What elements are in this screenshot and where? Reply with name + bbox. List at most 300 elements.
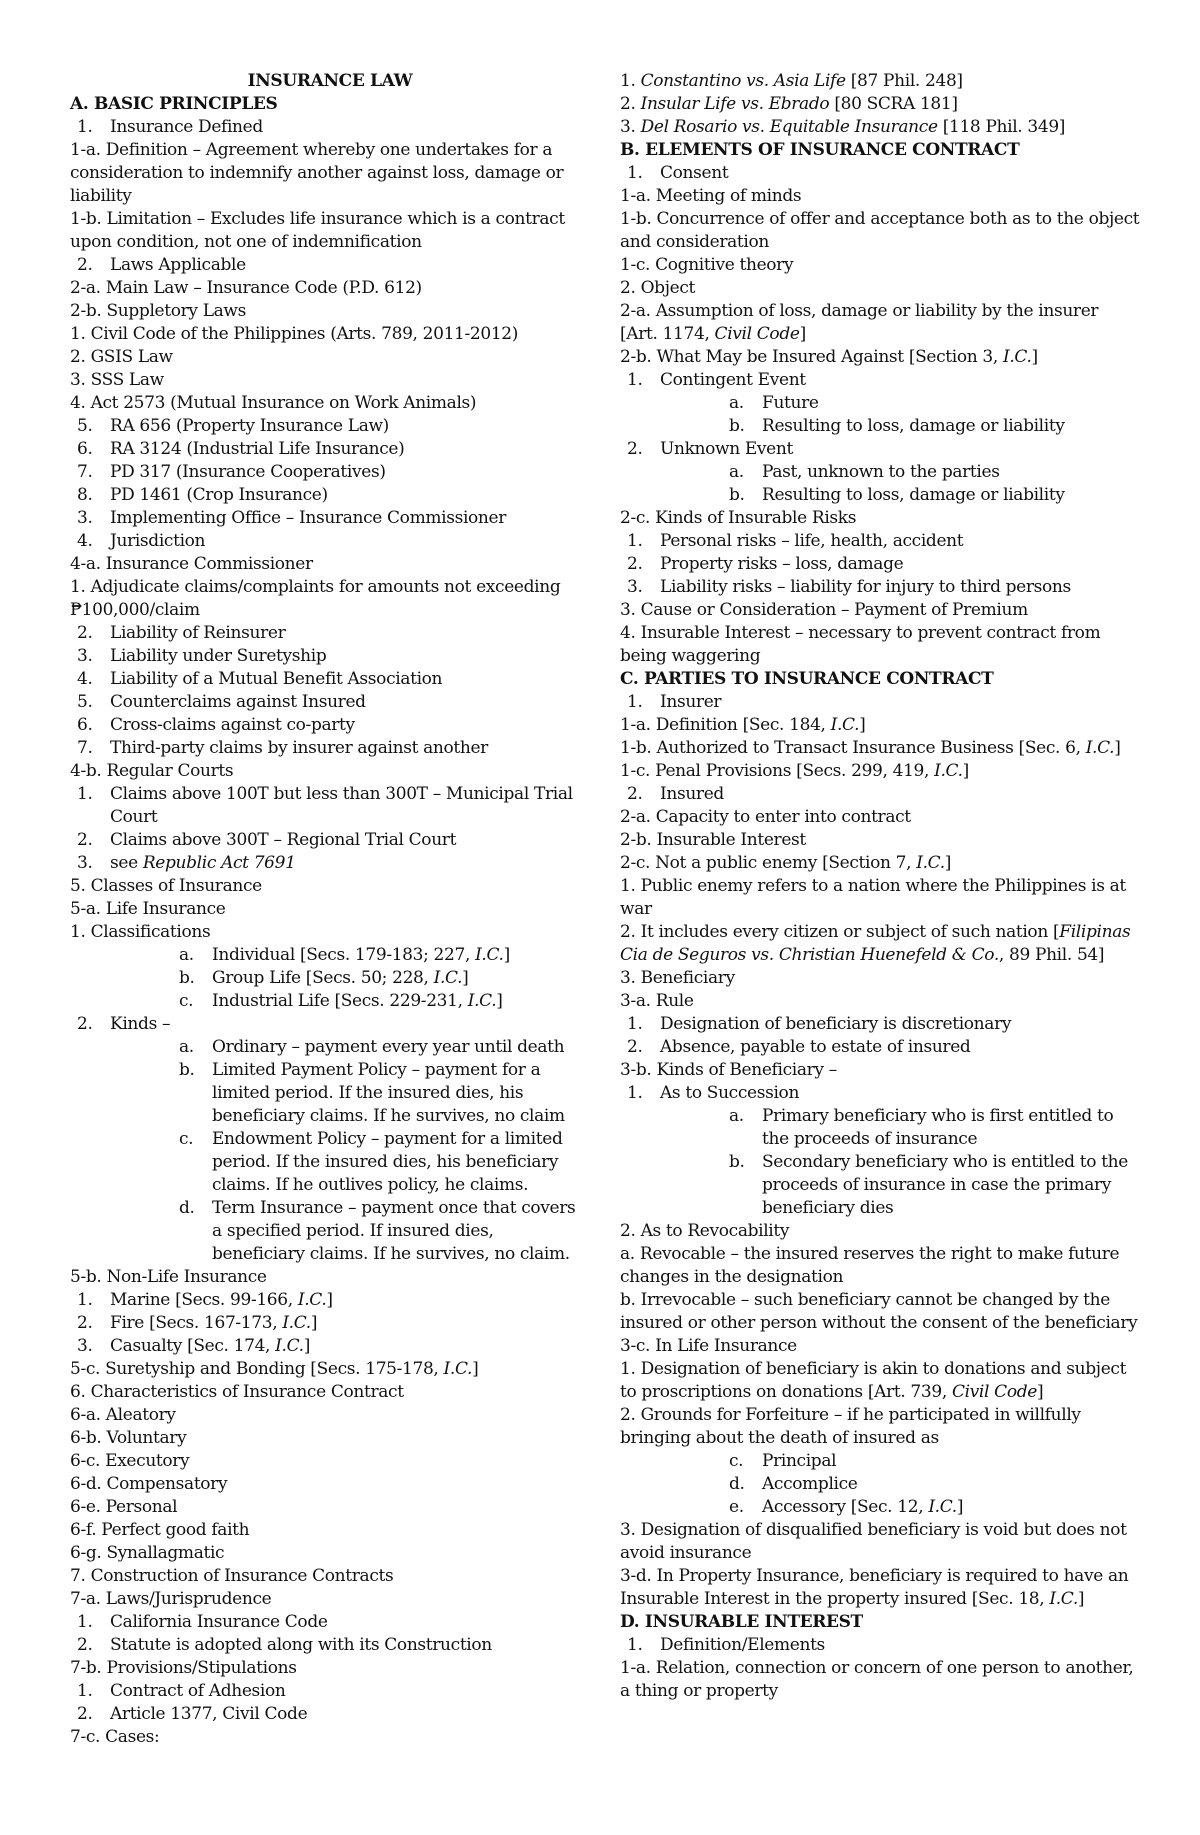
- item-marker: c.: [729, 1451, 744, 1471]
- item-text: Article 1377, Civil Code: [110, 1704, 308, 1724]
- item-marker: 2.: [77, 1635, 93, 1655]
- item-text: b. Irrevocable – such beneficiary cannot be changed by the insured or other person without the consent of the beneficiary: [620, 1290, 1138, 1333]
- item-text: 3.: [620, 117, 641, 137]
- item-text: California Insurance Code: [110, 1612, 328, 1632]
- outline-line: [620, 1358, 1140, 1404]
- item-marker: 2.: [627, 1037, 643, 1057]
- item-marker: 4.: [77, 669, 93, 689]
- italic-citation: I.C.: [928, 1497, 957, 1517]
- item-text: 4-a. Insurance Commissioner: [70, 554, 313, 574]
- numbered-item: [70, 1335, 590, 1358]
- section-heading: [70, 93, 590, 116]
- item-text: Claims above 300T – Regional Trial Court: [110, 830, 457, 850]
- outline-line: [620, 1404, 1140, 1450]
- numbered-item: [70, 461, 590, 484]
- item-marker: 1.: [627, 692, 643, 712]
- item-text-tail: [118 Phil. 349]: [937, 117, 1066, 137]
- item-text: 3. Beneficiary: [620, 968, 735, 988]
- item-text: Secondary beneficiary who is entitled to the proceeds of insurance in case the primary beneficiary dies: [762, 1152, 1128, 1218]
- item-marker: 8.: [77, 485, 93, 505]
- numbered-item: [70, 1289, 590, 1312]
- italic-citation: I.C.: [282, 1313, 311, 1333]
- numbered-item: [70, 691, 590, 714]
- item-text: 6-e. Personal: [70, 1497, 178, 1517]
- italic-citation: I.C.: [1085, 738, 1115, 758]
- item-text: 2. It includes every citizen or subject of such nation [: [620, 922, 1060, 942]
- item-text: Personal risks – life, health, accident: [660, 531, 964, 551]
- lettered-item: [620, 1151, 1140, 1220]
- lettered-item: [70, 967, 590, 990]
- item-marker: 1.: [627, 163, 643, 183]
- item-text: see: [110, 853, 143, 873]
- item-text: Consent: [660, 163, 729, 183]
- numbered-item: [620, 1013, 1140, 1036]
- outline-line: [70, 1519, 590, 1542]
- numbered-item: [620, 369, 1140, 392]
- outline-line: [70, 553, 590, 576]
- outline-line: [620, 254, 1140, 277]
- item-marker: 2.: [627, 554, 643, 574]
- outline-line: [620, 852, 1140, 875]
- outline-line: [620, 208, 1140, 254]
- lettered-item: [620, 484, 1140, 507]
- item-marker: e.: [729, 1497, 744, 1517]
- item-text: 4-b. Regular Courts: [70, 761, 234, 781]
- item-text: Limited Payment Policy – payment for a limited period. If the insured dies, his beneficiary claims. If he survives, no claim: [212, 1060, 565, 1126]
- item-text: Insured: [660, 784, 724, 804]
- outline-line: [620, 622, 1140, 668]
- numbered-item: [70, 484, 590, 507]
- numbered-item: [70, 645, 590, 668]
- item-text: Ordinary – payment every year until death: [212, 1037, 565, 1057]
- italic-citation: I.C.: [1049, 1589, 1078, 1609]
- item-text-tail: [87 Phil. 248]: [845, 71, 963, 91]
- item-marker: 2.: [77, 1014, 93, 1034]
- item-text-tail: ]: [1031, 347, 1038, 367]
- item-text: C. PARTIES TO INSURANCE CONTRACT: [620, 669, 994, 689]
- item-text: 3-a. Rule: [620, 991, 694, 1011]
- item-text: 2-a. Capacity to enter into contract: [620, 807, 911, 827]
- item-text: Casualty [Sec. 174,: [110, 1336, 276, 1356]
- item-text: 7-a. Laws/Jurisprudence: [70, 1589, 272, 1609]
- numbered-item: [70, 1312, 590, 1335]
- item-marker: 1.: [77, 1290, 93, 1310]
- italic-citation: I.C.: [275, 1336, 304, 1356]
- item-text: 2-b. What May be Insured Against [Section 3,: [620, 347, 1003, 367]
- lettered-item: [620, 1496, 1140, 1519]
- lettered-item: [620, 461, 1140, 484]
- item-text: Implementing Office – Insurance Commissioner: [110, 508, 507, 528]
- lettered-item: [70, 1128, 590, 1197]
- item-text: Accomplice: [762, 1474, 858, 1494]
- item-marker: 3.: [77, 646, 93, 666]
- item-text: 1-c. Penal Provisions [Secs. 299, 419,: [620, 761, 935, 781]
- item-marker: 1.: [77, 1612, 93, 1632]
- item-text: 6-a. Aleatory: [70, 1405, 176, 1425]
- lettered-item: [70, 990, 590, 1013]
- item-marker: 1.: [77, 1681, 93, 1701]
- numbered-item: [620, 576, 1140, 599]
- item-text: Insurance Defined: [110, 117, 263, 137]
- item-text: 1-a. Definition – Agreement whereby one undertakes for a consideration to indemnify another against loss, damage or liability: [70, 140, 564, 206]
- item-text: 2. GSIS Law: [70, 347, 173, 367]
- item-marker: d.: [729, 1474, 745, 1494]
- item-marker: 6.: [77, 715, 93, 735]
- outline-line: [620, 875, 1140, 921]
- item-text: Industrial Life [Secs. 229-231,: [212, 991, 468, 1011]
- numbered-item: [70, 852, 590, 875]
- item-text: 1-c. Cognitive theory: [620, 255, 794, 275]
- italic-citation: I.C.: [916, 853, 945, 873]
- numbered-item: [620, 691, 1140, 714]
- item-text: INSURANCE LAW: [247, 71, 413, 91]
- item-marker: b.: [729, 416, 745, 436]
- item-text: Unknown Event: [660, 439, 793, 459]
- item-text: 1-a. Relation, connection or concern of one person to another, a thing or property: [620, 1658, 1134, 1701]
- item-marker: a.: [179, 1037, 194, 1057]
- outline-line: [70, 277, 590, 300]
- item-marker: 1.: [627, 1014, 643, 1034]
- item-text-tail: ]: [326, 1290, 333, 1310]
- outline-line: [620, 346, 1140, 369]
- item-text: 2-b. Suppletory Laws: [70, 301, 247, 321]
- item-text: 5-a. Life Insurance: [70, 899, 226, 919]
- item-text: Principal: [762, 1451, 837, 1471]
- item-marker: a.: [729, 462, 744, 482]
- item-marker: 1.: [627, 370, 643, 390]
- item-marker: b.: [179, 1060, 195, 1080]
- italic-citation: Del Rosario vs. Equitable Insurance: [640, 117, 938, 137]
- item-text: Jurisdiction: [110, 531, 206, 551]
- item-text: Absence, payable to estate of insured: [660, 1037, 971, 1057]
- outline-line: [70, 760, 590, 783]
- item-marker: 4.: [77, 531, 93, 551]
- item-text: 3-d. In Property Insurance, beneficiary is required to have an Insurable Interest in the property insured [Sec. 18,: [620, 1566, 1129, 1609]
- outline-line: [70, 1404, 590, 1427]
- numbered-item: [620, 1082, 1140, 1105]
- item-text: 1. Civil Code of the Philippines (Arts. 789, 2011-2012): [70, 324, 519, 344]
- item-marker: 7.: [77, 462, 93, 482]
- left-column: [70, 70, 590, 1749]
- item-text: 6-c. Executory: [70, 1451, 190, 1471]
- outline-line: [70, 1473, 590, 1496]
- lettered-item: [70, 1059, 590, 1128]
- item-text-tail: ]: [944, 853, 952, 873]
- item-text: Kinds –: [110, 1014, 171, 1034]
- item-marker: 3.: [77, 853, 93, 873]
- italic-citation: Republic Act 7691: [142, 853, 296, 873]
- outline-line: [620, 70, 1140, 93]
- item-text: 6-g. Synallagmatic: [70, 1543, 225, 1563]
- lettered-item: [620, 415, 1140, 438]
- item-marker: 1.: [627, 531, 643, 551]
- item-text: Claims above 100T but less than 300T – Municipal Trial Court: [110, 784, 573, 827]
- item-text: 2-b. Insurable Interest: [620, 830, 806, 850]
- outline-line: [70, 1565, 590, 1588]
- outline-line: [70, 392, 590, 415]
- item-text-tail: ]: [503, 945, 510, 965]
- outline-line: [70, 1496, 590, 1519]
- item-text: 7-c. Cases:: [70, 1727, 160, 1747]
- item-text: 7. Construction of Insurance Contracts: [70, 1566, 394, 1586]
- italic-citation: Constantino vs. Asia Life: [640, 71, 846, 91]
- outline-line: [620, 1220, 1140, 1243]
- italic-citation: I.C.: [934, 761, 963, 781]
- outline-line: [620, 300, 1140, 346]
- outline-line: [70, 323, 590, 346]
- item-text: Fire [Secs. 167-173,: [110, 1313, 283, 1333]
- item-text: D. INSURABLE INTEREST: [620, 1612, 863, 1632]
- numbered-item: [70, 1013, 590, 1036]
- item-marker: 6.: [77, 439, 93, 459]
- item-text: Accessory [Sec. 12,: [762, 1497, 929, 1517]
- outline-line: [620, 1243, 1140, 1289]
- italic-citation: I.C.: [443, 1359, 473, 1379]
- outline-line: [620, 1519, 1140, 1565]
- lettered-item: [620, 392, 1140, 415]
- item-text: 2-c. Not a public enemy [Section 7,: [620, 853, 917, 873]
- item-text: 6-d. Compensatory: [70, 1474, 228, 1494]
- item-text: 3-b. Kinds of Beneficiary –: [620, 1060, 837, 1080]
- outline-line: [620, 1059, 1140, 1082]
- numbered-item: [70, 1680, 590, 1703]
- outline-line: [620, 921, 1140, 967]
- item-marker: 2.: [77, 830, 93, 850]
- item-text: 3. Cause or Consideration – Payment of Premium: [620, 600, 1028, 620]
- item-text-tail: ]: [462, 968, 469, 988]
- numbered-item: [620, 162, 1140, 185]
- numbered-item: [620, 530, 1140, 553]
- numbered-item: [70, 829, 590, 852]
- item-text: 2-c. Kinds of Insurable Risks: [620, 508, 857, 528]
- item-text: 1.: [620, 71, 641, 91]
- numbered-item: [620, 438, 1140, 461]
- italic-citation: I.C.: [297, 1290, 327, 1310]
- numbered-item: [70, 783, 590, 829]
- outline-line: [620, 185, 1140, 208]
- numbered-item: [70, 668, 590, 691]
- item-marker: 3.: [627, 577, 643, 597]
- outline-line: [620, 760, 1140, 783]
- item-text: 5-b. Non-Life Insurance: [70, 1267, 267, 1287]
- outline-line: [620, 116, 1140, 139]
- item-text: 1. Public enemy refers to a nation where the Philippines is at war: [620, 876, 1126, 919]
- item-marker: d.: [179, 1198, 195, 1218]
- outline-line: [620, 990, 1140, 1013]
- item-text: 2. Grounds for Forfeiture – if he participated in willfully bringing about the death of insured as: [620, 1405, 1081, 1448]
- lettered-item: [620, 1105, 1140, 1151]
- item-text: Cross-claims against co-party: [110, 715, 355, 735]
- numbered-item: [70, 116, 590, 139]
- item-text: 6-b. Voluntary: [70, 1428, 187, 1448]
- item-text-tail: ]: [310, 1313, 318, 1333]
- item-marker: b.: [179, 968, 195, 988]
- item-text: Resulting to loss, damage or liability: [762, 485, 1065, 505]
- italic-citation: I.C.: [467, 991, 497, 1011]
- outline-line: [620, 1657, 1140, 1703]
- outline-line: [70, 300, 590, 323]
- item-text: 1-a. Meeting of minds: [620, 186, 802, 206]
- item-text-tail: ]: [859, 715, 866, 735]
- item-text: 5. Classes of Insurance: [70, 876, 262, 896]
- item-marker: 2.: [77, 1704, 93, 1724]
- numbered-item: [70, 438, 590, 461]
- outline-line: [70, 1542, 590, 1565]
- item-text: 1-b. Authorized to Transact Insurance Business [Sec. 6,: [620, 738, 1086, 758]
- item-text: Resulting to loss, damage or liability: [762, 416, 1065, 436]
- lettered-item: [70, 1197, 590, 1266]
- item-text: Laws Applicable: [110, 255, 246, 275]
- italic-citation: I.C.: [433, 968, 463, 988]
- item-text: 5-c. Suretyship and Bonding [Secs. 175-178,: [70, 1359, 444, 1379]
- item-marker: 2.: [77, 623, 93, 643]
- item-marker: 2.: [627, 439, 643, 459]
- item-text: Group Life [Secs. 50; 228,: [212, 968, 434, 988]
- item-text-tail: ]: [1114, 738, 1121, 758]
- numbered-item: [70, 714, 590, 737]
- item-text: Insurer: [660, 692, 722, 712]
- right-column: [620, 70, 1140, 1703]
- lettered-item: [70, 1036, 590, 1059]
- item-text: 6. Characteristics of Insurance Contract: [70, 1382, 404, 1402]
- item-text: 2. As to Revocability: [620, 1221, 790, 1241]
- item-text: B. ELEMENTS OF INSURANCE CONTRACT: [620, 140, 1020, 160]
- item-marker: 2.: [627, 784, 643, 804]
- item-text: As to Succession: [660, 1083, 800, 1103]
- item-text-tail: [80 SCRA 181]: [829, 94, 958, 114]
- outline-line: [70, 1381, 590, 1404]
- outline-line: [70, 898, 590, 921]
- item-text-tail: ]: [962, 761, 969, 781]
- item-text: Contract of Adhesion: [110, 1681, 286, 1701]
- item-marker: a.: [179, 945, 194, 965]
- outline-line: [620, 507, 1140, 530]
- item-text: Individual [Secs. 179-183; 227,: [212, 945, 476, 965]
- item-text-tail: ]: [472, 1359, 479, 1379]
- item-text: 3-c. In Life Insurance: [620, 1336, 797, 1356]
- item-text: 1-a. Definition [Sec. 184,: [620, 715, 831, 735]
- outline-line: [620, 829, 1140, 852]
- item-marker: c.: [179, 1129, 194, 1149]
- document-title: [70, 70, 590, 93]
- outline-line: [620, 599, 1140, 622]
- outline-line: [620, 1289, 1140, 1335]
- numbered-item: [620, 1634, 1140, 1657]
- item-text: 4. Insurable Interest – necessary to prevent contract from being waggering: [620, 623, 1101, 666]
- item-marker: 2.: [77, 1313, 93, 1333]
- item-text-tail: ]: [1036, 1382, 1044, 1402]
- item-text: PD 317 (Insurance Cooperatives): [110, 462, 386, 482]
- item-text: A. BASIC PRINCIPLES: [70, 94, 278, 114]
- item-text-tail: ]: [799, 324, 806, 344]
- item-text: Term Insurance – payment once that covers a specified period. If insured dies, beneficiary claims. If he survives, no claim.: [212, 1198, 576, 1264]
- item-text: Liability risks – liability for injury to third persons: [660, 577, 1071, 597]
- italic-citation: Insular Life vs. Ebrado: [640, 94, 830, 114]
- numbered-item: [620, 553, 1140, 576]
- numbered-item: [70, 507, 590, 530]
- item-text: 1-b. Limitation – Excludes life insurance which is a contract upon condition, not one of indemnification: [70, 209, 565, 252]
- item-marker: b.: [729, 485, 745, 505]
- item-text: 3. SSS Law: [70, 370, 164, 390]
- item-text: Past, unknown to the parties: [762, 462, 1000, 482]
- item-text-tail: , 89 Phil. 54]: [998, 945, 1105, 965]
- section-heading: [620, 1611, 1140, 1634]
- outline-line: [620, 1335, 1140, 1358]
- numbered-item: [70, 415, 590, 438]
- item-marker: 1.: [627, 1635, 643, 1655]
- item-text: RA 656 (Property Insurance Law): [110, 416, 389, 436]
- item-text: RA 3124 (Industrial Life Insurance): [110, 439, 405, 459]
- italic-citation: I.C.: [830, 715, 860, 735]
- item-marker: c.: [179, 991, 194, 1011]
- outline-line: [70, 139, 590, 208]
- item-text: Counterclaims against Insured: [110, 692, 366, 712]
- numbered-item: [70, 530, 590, 553]
- italic-citation: Filipinas Cia de Seguros vs. Christian Huenefeld & Co.: [620, 922, 1131, 965]
- outline-line: [70, 576, 590, 622]
- italic-citation: Civil Code: [951, 1382, 1037, 1402]
- item-text: 4. Act 2573 (Mutual Insurance on Work Animals): [70, 393, 477, 413]
- numbered-item: [70, 254, 590, 277]
- outline-line: [620, 967, 1140, 990]
- item-marker: 5.: [77, 692, 93, 712]
- item-text: 6-f. Perfect good faith: [70, 1520, 250, 1540]
- item-marker: b.: [729, 1152, 745, 1172]
- item-marker: a.: [729, 393, 744, 413]
- item-marker: 3.: [77, 1336, 93, 1356]
- item-text: 1. Adjudicate claims/complaints for amounts not exceeding ₱100,000/claim: [70, 577, 561, 620]
- item-text: Liability of Reinsurer: [110, 623, 286, 643]
- item-text: 3. Designation of disqualified beneficiary is void but does not avoid insurance: [620, 1520, 1127, 1563]
- item-text: Property risks – loss, damage: [660, 554, 904, 574]
- item-marker: 1.: [77, 784, 93, 804]
- item-marker: 1.: [77, 117, 93, 137]
- item-text-tail: ]: [303, 1336, 310, 1356]
- item-text-tail: ]: [496, 991, 503, 1011]
- item-marker: 2.: [77, 255, 93, 275]
- item-text: Endowment Policy – payment for a limited period. If the insured dies, his beneficiary claims. If he outlives policy, he claims.: [212, 1129, 563, 1195]
- item-text: 2.: [620, 94, 641, 114]
- outline-line: [70, 1358, 590, 1381]
- outline-line: [70, 208, 590, 254]
- item-text: Third-party claims by insurer against another: [110, 738, 488, 758]
- item-text: PD 1461 (Crop Insurance): [110, 485, 328, 505]
- section-heading: [620, 668, 1140, 691]
- italic-citation: I.C.: [475, 945, 504, 965]
- numbered-item: [620, 1036, 1140, 1059]
- item-text: Liability under Suretyship: [110, 646, 327, 666]
- item-text: 1-b. Concurrence of offer and acceptance both as to the object and consideration: [620, 209, 1140, 252]
- outline-line: [70, 346, 590, 369]
- item-text: Liability of a Mutual Benefit Association: [110, 669, 443, 689]
- italic-citation: I.C.: [1002, 347, 1032, 367]
- numbered-item: [70, 622, 590, 645]
- outline-line: [70, 1427, 590, 1450]
- item-text: Primary beneficiary who is first entitled to the proceeds of insurance: [762, 1106, 1114, 1149]
- item-marker: 3.: [77, 508, 93, 528]
- item-text-tail: ]: [1077, 1589, 1085, 1609]
- item-text: Contingent Event: [660, 370, 806, 390]
- outline-line: [620, 93, 1140, 116]
- outline-line: [620, 737, 1140, 760]
- outline-line: [70, 1266, 590, 1289]
- item-text: Definition/Elements: [660, 1635, 825, 1655]
- outline-line: [70, 369, 590, 392]
- outline-line: [70, 1450, 590, 1473]
- item-text: Designation of beneficiary is discretionary: [660, 1014, 1012, 1034]
- item-marker: 1.: [627, 1083, 643, 1103]
- item-marker: a.: [729, 1106, 744, 1126]
